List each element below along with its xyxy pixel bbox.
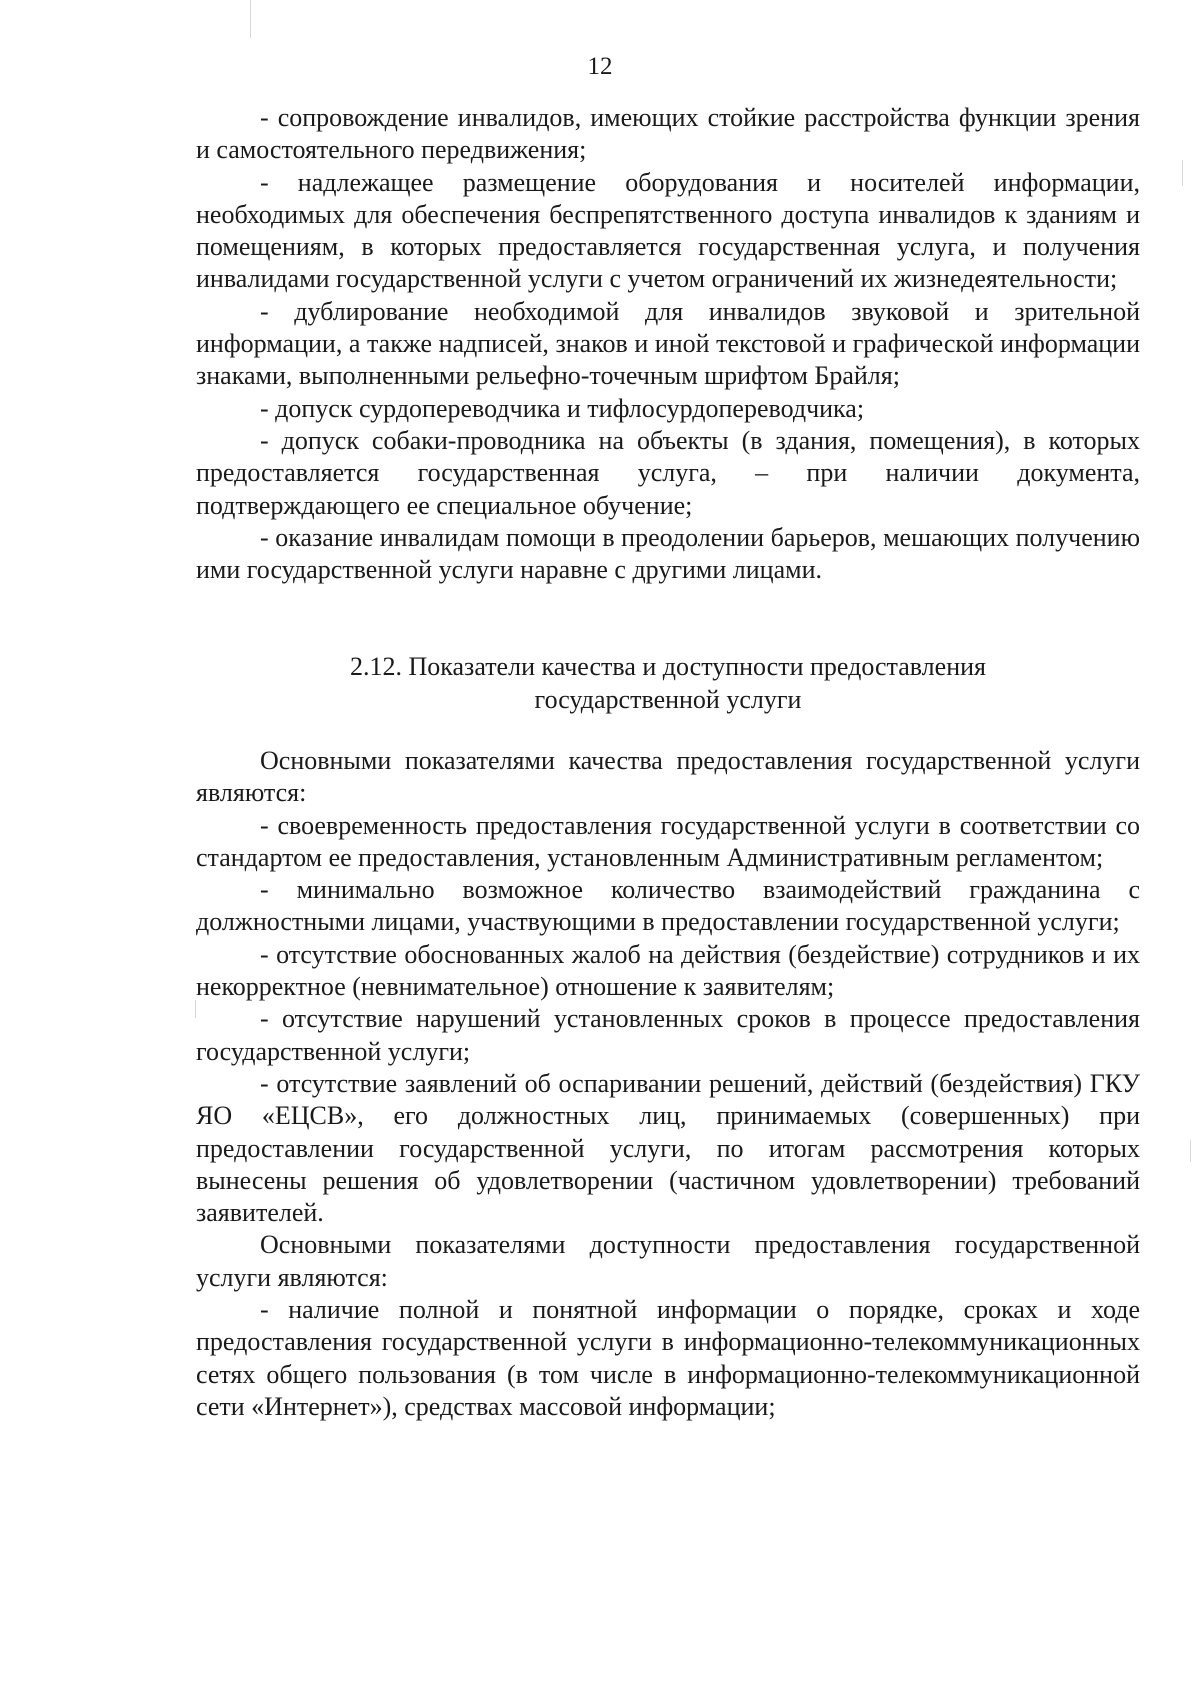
list-item: - дублирование необходимой для инвалидов звуковой и зрительной информации, а также надписей, знаков и иной текстовой и графической информации знаками, выполненными рельефно-точечным шрифтом Брайля; (196, 296, 1140, 391)
section-heading (196, 650, 1140, 716)
accessibility-measures-list (196, 102, 1140, 586)
list-item: - допуск сурдопереводчика и тифлосурдопереводчика; (260, 393, 865, 423)
list-item: - отсутствие обоснованных жалоб на действия (бездействие) сотрудников и их некорректное (невнимательное) отношение к заявителям; (196, 939, 1140, 1002)
scan-artifact (1190, 1140, 1191, 1162)
list-item: - надлежащее размещение оборудования и носителей информации, необходимых для обеспечения беспрепятственного доступа инвалидов к зданиям и помещениям, в которых предоставляется государственная услуга, и получения инвалидами государственной услуги с учетом ограничений их жизнедеятельности; (196, 167, 1140, 294)
scan-artifact (1182, 160, 1183, 186)
quality-indicators-list (196, 745, 1140, 1423)
paragraph: Основными показателями качества предоставления государственной услуги являются: (196, 746, 1140, 808)
list-item: - оказание инвалидам помощи в преодолении барьеров, мешающих получению ими государственной услуги наравне с другими лицами. (196, 522, 1140, 585)
scan-artifact (250, 0, 251, 38)
list-item: - минимально возможное количество взаимодействий гражданина с должностными лицами, участвующими в предоставлении государственной услуги; (196, 875, 1140, 937)
section-heading-line: государственной услуги (534, 685, 802, 714)
section-heading-line: 2.12. Показатели качества и доступности предоставления (350, 652, 986, 681)
list-item: - отсутствие нарушений установленных сроков в процессе предоставления государственной услуги; (196, 1004, 1140, 1066)
list-item: - допуск собаки-проводника на объекты (в здания, помещения), в которых предоставляется государственная услуга, – при наличии документа, подтверждающего ее специальное обучение; (196, 425, 1140, 520)
page-number: 12 (587, 53, 613, 80)
list-item: - своевременность предоставления государственной услуги в соответствии со стандартом ее предоставления, установленным Административным регламентом; (196, 810, 1140, 872)
paragraph: Основными показателями доступности предоставления государственной услуги являются: (196, 1230, 1140, 1292)
list-item: - отсутствие заявлений об оспаривании решений, действий (бездействия) ГКУ ЯО «ЕЦСВ», его должностных лиц, принимаемых (совершенных) при предоставлении государственной услуги, по итогам рассмотрения которых вынесены решения об удовлетворении (частичном удовлетворении) требований заявителей. (196, 1068, 1140, 1228)
list-item: - сопровождение инвалидов, имеющих стойкие расстройства функции зрения и самостоятельного передвижения; (196, 103, 1140, 165)
list-item: - наличие полной и понятной информации о порядке, сроках и ходе предоставления государственной услуги в информационно-телекоммуникационных сетях общего пользования (в том числе в информационно-телекоммуникационной сети «Интернет»), средствах массовой информации; (196, 1295, 1140, 1421)
